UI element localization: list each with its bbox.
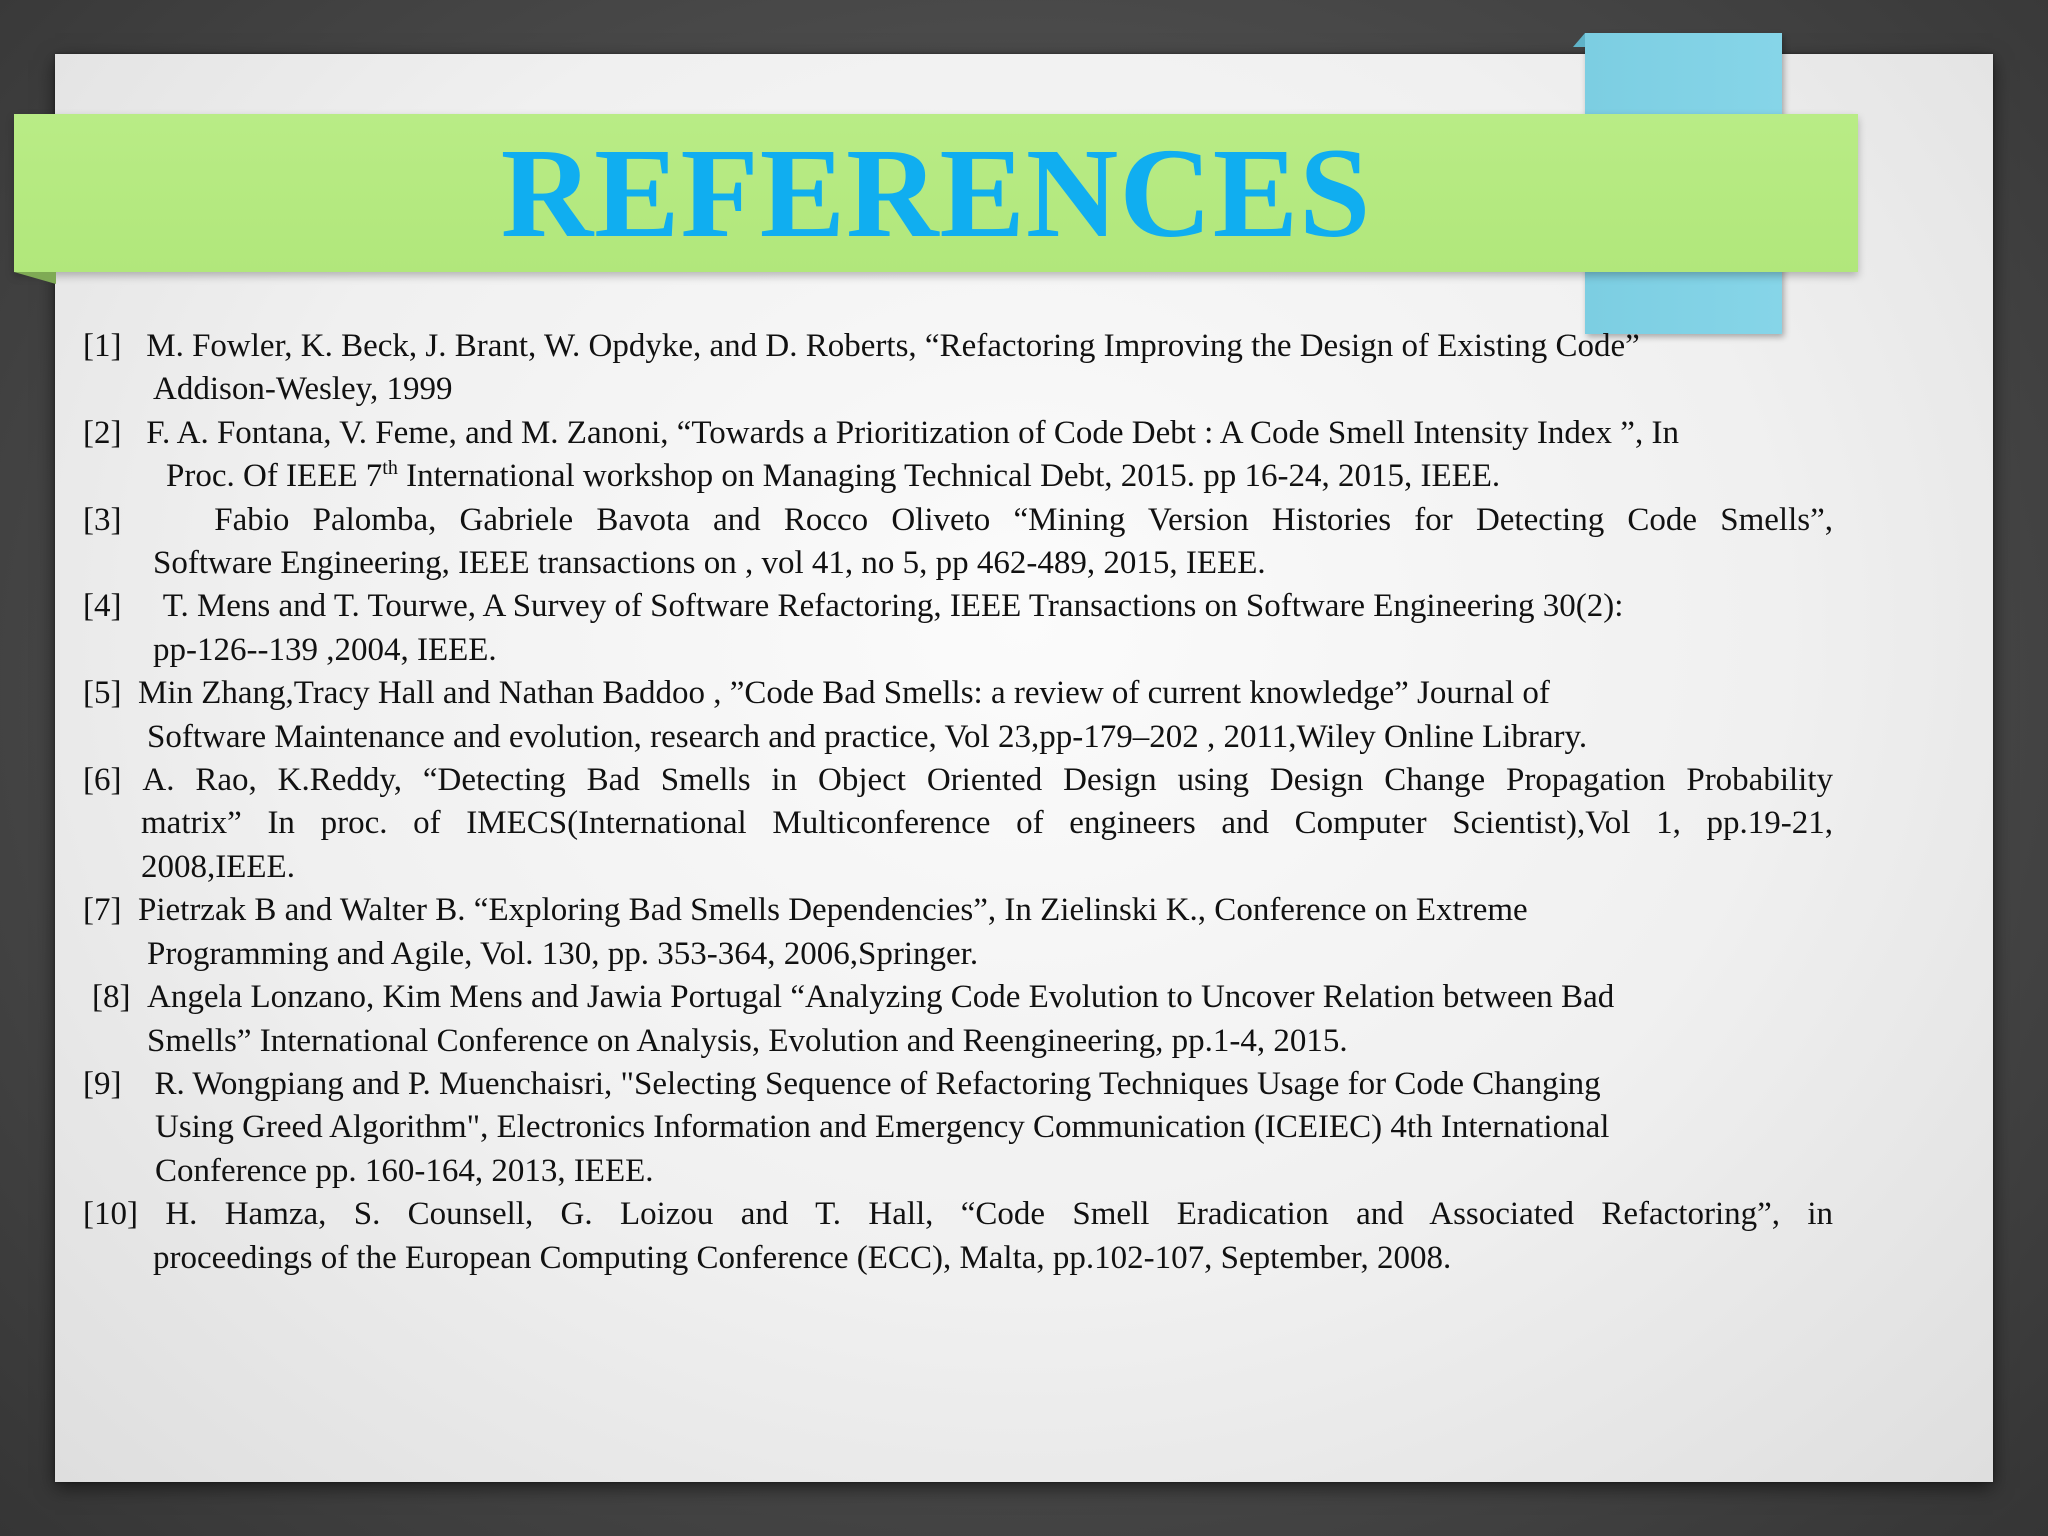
reference-number: [5]: [83, 675, 122, 712]
reference-item-9: [83, 1063, 1833, 1193]
reference-text: International workshop on Managing Technical Debt, 2015. pp 16-24, 2015, IEEE.: [397, 458, 1501, 495]
reference-text: Software Engineering, IEEE transactions on , vol 41, no 5, pp 462-489, 2015, IEEE.: [153, 545, 1266, 582]
reference-list: [83, 325, 1833, 1280]
reference-line: [83, 716, 1833, 759]
reference-item-8: [83, 976, 1833, 1063]
reference-line: [83, 1150, 1833, 1193]
slide-title: REFERENCES: [500, 122, 1372, 264]
reference-line: [83, 846, 1833, 889]
reference-line: [83, 499, 1833, 542]
reference-text: Software Maintenance and evolution, research and practice, Vol 23,pp-179–202 , 2011,Wiley Online Library.: [147, 718, 1588, 755]
reference-line: [83, 759, 1833, 802]
reference-text: Using Greed Algorithm", Electronics Information and Emergency Communication (ICEIEC) 4th International: [155, 1109, 1610, 1146]
reference-line: [83, 585, 1833, 628]
reference-item-6: [83, 759, 1833, 889]
reference-line: [83, 412, 1833, 455]
reference-item-5: [83, 672, 1833, 759]
reference-line: [141, 802, 1833, 845]
reference-text: Proc. Of IEEE 7: [166, 458, 383, 495]
reference-number: [8]: [92, 979, 131, 1016]
reference-line: [83, 542, 1833, 585]
reference-number: [2]: [83, 414, 122, 451]
reference-line: [83, 455, 1833, 498]
reference-text: Programming and Agile, Vol. 130, pp. 353-364, 2006,Springer.: [147, 935, 979, 972]
reference-line: [83, 368, 1833, 411]
reference-number: [4]: [83, 588, 122, 625]
reference-item-4: [83, 585, 1833, 672]
reference-text: R. Wongpiang and P. Muenchaisri, "Selecting Sequence of Refactoring Techniques Usage for Code Changing: [154, 1065, 1601, 1102]
reference-line: [83, 1020, 1833, 1063]
reference-line: [83, 1106, 1833, 1149]
reference-text: Smells” International Conference on Analysis, Evolution and Reengineering, pp.1-4, 2015.: [147, 1022, 1348, 1059]
reference-text: A. Rao, K.Reddy, “Detecting Bad Smells in Object Oriented Design using Design Change Propagation Probability: [142, 762, 1834, 799]
reference-text: H. Hamza, S. Counsell, G. Loizou and T. Hall, “Code Smell Eradication and Associated Refactoring”, in: [165, 1196, 1834, 1233]
reference-text: F. A. Fontana, V. Feme, and M. Zanoni, “Towards a Prioritization of Code Debt : A Code Smell Intensity Index ”, In: [146, 414, 1679, 451]
reference-text: T. Mens and T. Tourwe, A Survey of Software Refactoring, IEEE Transactions on Software Engineering 30(2):: [162, 588, 1624, 625]
reference-item-10: [83, 1193, 1833, 1280]
reference-line: [83, 933, 1833, 976]
reference-number: [7]: [83, 892, 122, 929]
reference-item-1: [83, 325, 1833, 412]
reference-item-7: [83, 889, 1833, 976]
reference-item-2: [83, 412, 1833, 499]
reference-line: [83, 629, 1833, 672]
reference-line: [83, 976, 1833, 1019]
superscript: th: [382, 457, 398, 480]
reference-line: [83, 325, 1833, 368]
reference-number: [9]: [83, 1065, 122, 1102]
reference-text: matrix” In proc. of IMECS(International Multiconference of engineers and Computer Scientist),Vol 1, pp.19-21,: [141, 805, 1833, 842]
reference-text: Min Zhang,Tracy Hall and Nathan Baddoo , ”Code Bad Smells: a review of current knowledge” Journal of: [137, 675, 1550, 712]
reference-line: [83, 672, 1833, 715]
title-banner: [14, 114, 1858, 272]
reference-line: [83, 1237, 1833, 1280]
reference-text: Addison-Wesley, 1999: [153, 371, 453, 408]
reference-text: proceedings of the European Computing Conference (ECC), Malta, pp.102-107, September, 2008.: [153, 1239, 1452, 1276]
reference-text: Fabio Palomba, Gabriele Bavota and Rocco Oliveto “Mining Version Histories for Detecting Code Smells”,: [214, 501, 1834, 538]
reference-text: 2008,IEEE.: [141, 848, 295, 885]
reference-text: Conference pp. 160-164, 2013, IEEE.: [155, 1152, 654, 1189]
reference-line: [83, 889, 1833, 932]
reference-text: M. Fowler, K. Beck, J. Brant, W. Opdyke, and D. Roberts, “Refactoring Improving the Design of Existing Code”: [146, 328, 1640, 364]
reference-item-3: [83, 499, 1833, 586]
reference-number: [1]: [83, 328, 122, 364]
reference-number: [3]: [83, 501, 122, 538]
reference-number: [6]: [83, 762, 122, 799]
reference-text: Pietrzak B and Walter B. “Exploring Bad Smells Dependencies”, In Zielinski K., Conference on Extreme: [137, 892, 1528, 929]
reference-line: [83, 1063, 1833, 1106]
reference-line: [83, 1193, 1833, 1236]
reference-text: pp-126--139 ,2004, IEEE.: [153, 631, 497, 668]
reference-text: Angela Lonzano, Kim Mens and Jawia Portugal “Analyzing Code Evolution to Uncover Relation between Bad: [146, 979, 1615, 1016]
reference-number: [10]: [83, 1196, 138, 1233]
